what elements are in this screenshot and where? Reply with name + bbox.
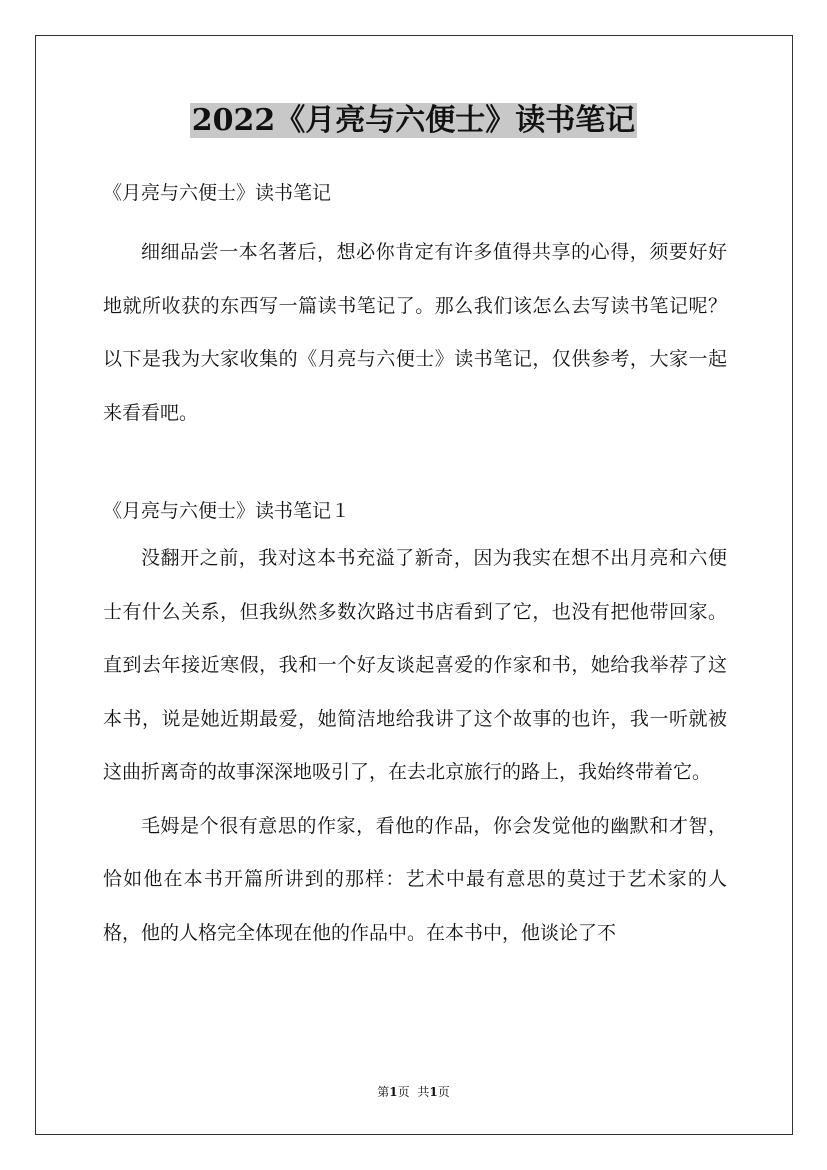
spacer: [103, 214, 727, 226]
page-footer: [0, 1083, 827, 1101]
footer-total-pages: 1: [429, 1085, 438, 1099]
intro-heading: 《月亮与六便士》读书笔记: [103, 182, 332, 204]
footer-prefix: 第: [377, 1085, 390, 1099]
footer-total-prefix: 共: [417, 1085, 430, 1099]
intro-paragraph: 细细品尝一本名著后，想必你肯定有许多值得共享的心得，须要好好地就所收获的东西写一篇读书笔记了。那么我们该怎么去写读书笔记呢？以下是我为大家收集的《月亮与六便士》读书笔记，仅供参考，大家一起来看看吧。: [103, 241, 727, 424]
footer-page-suffix: 页: [397, 1085, 410, 1099]
document-title: [0, 98, 827, 144]
footer-page-number: 1: [389, 1085, 398, 1099]
document-body: [103, 172, 727, 960]
footer-total-suffix: 页: [437, 1085, 450, 1099]
document-title-text: 2022《月亮与六便士》读书笔记: [191, 103, 636, 138]
section-paragraph-1: 没翻开之前，我对这本书充溢了新奇，因为我实在想不出月亮和六便士有什么关系，但我纵然多数次路过书店看到了它，也没有把他带回家。直到去年接近寒假，我和一个好友谈起喜爱的作家和书，她给我举荐了这本书，说是她近期最爱，她简洁地给我讲了这个故事的也许，我一听就被这曲折离奇的故事深深地吸引了，在去北京旅行的路上，我始终带着它。: [103, 547, 727, 783]
section-heading: 《月亮与六便士》读书笔记１: [103, 500, 351, 522]
spacer: [103, 440, 727, 490]
section-paragraph-2: 毛姆是个很有意思的作家，看他的作品，你会发觉他的幽默和才智，恰如他在本书开篇所讲到的那样：艺术中最有意思的莫过于艺术家的人格，他的人格完全体现在他的作品中。在本书中，他谈论了不: [103, 814, 727, 944]
